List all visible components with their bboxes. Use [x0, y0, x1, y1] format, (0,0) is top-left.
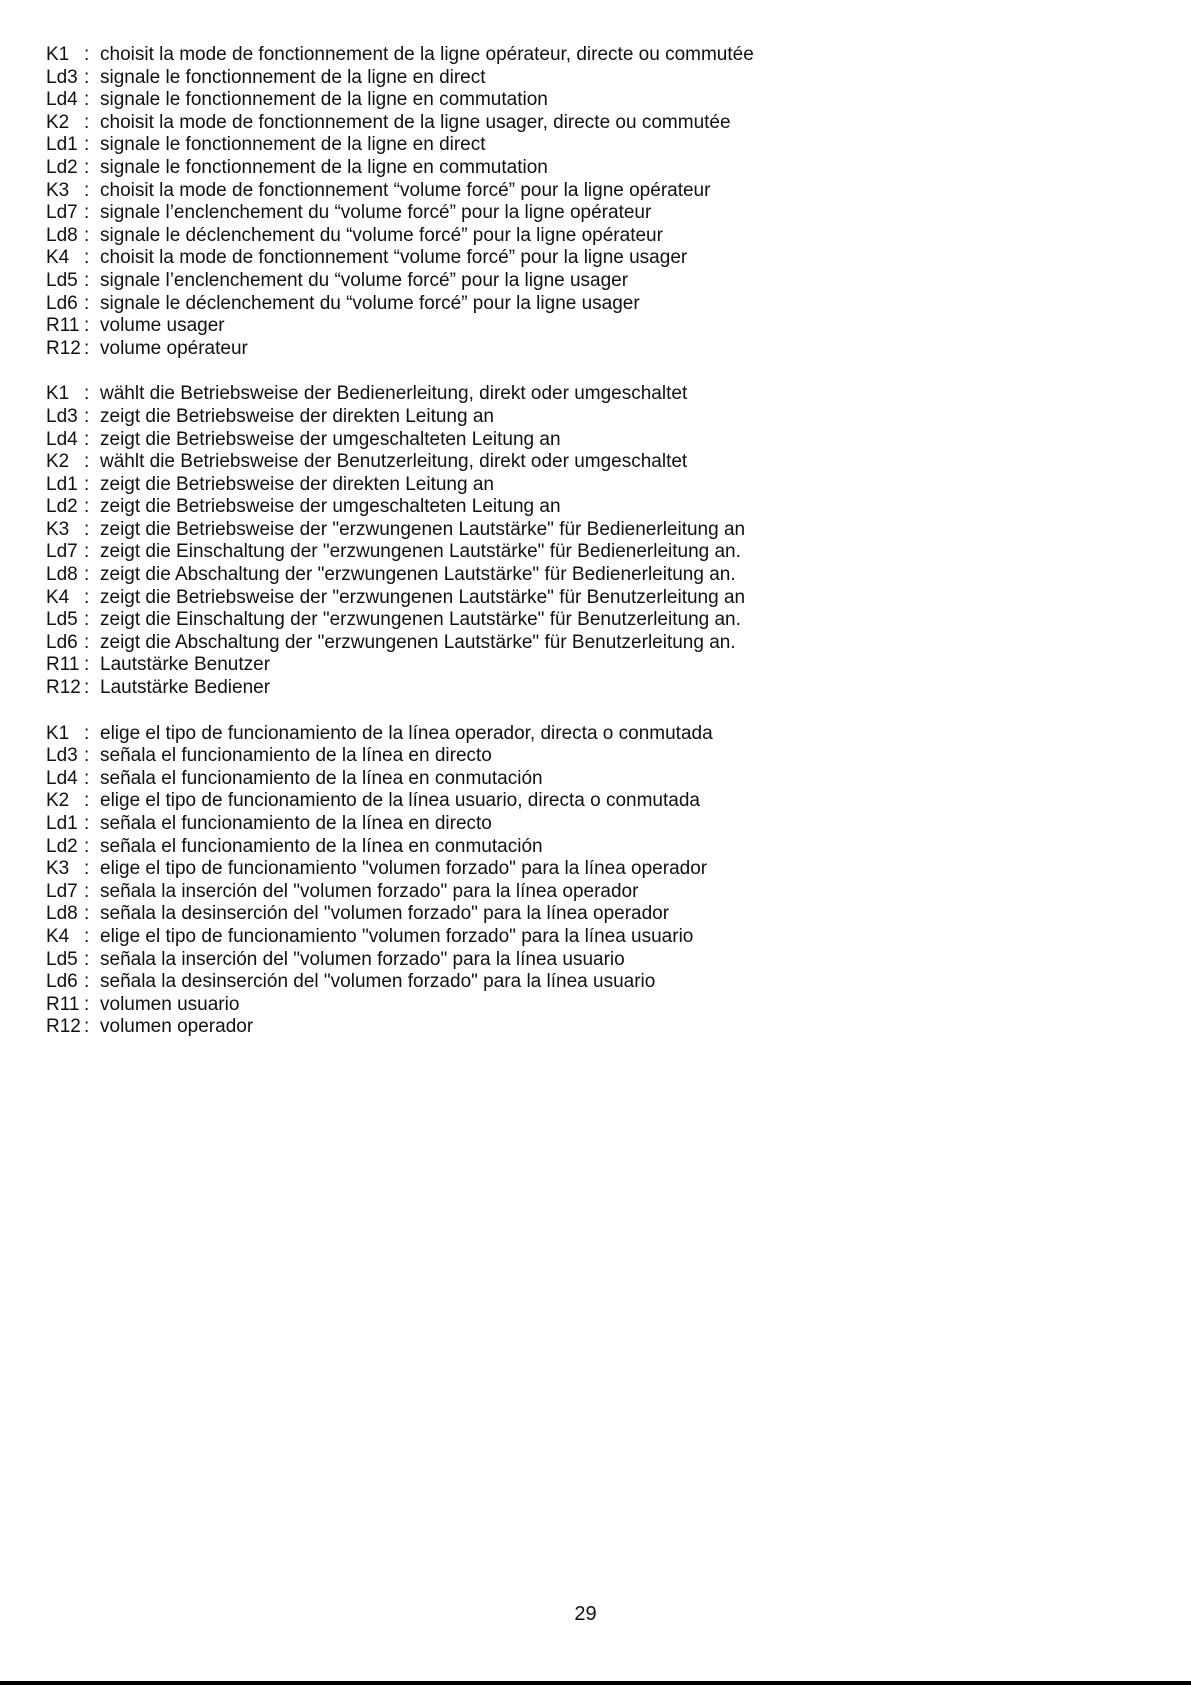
entry-description: signale le fonctionnement de la ligne en commutation — [100, 89, 548, 111]
entry-code: K1 — [46, 383, 70, 405]
entry-separator: : — [84, 586, 90, 608]
entry-separator: : — [84, 790, 90, 812]
entry-code: Ld1 — [46, 473, 78, 495]
entry-code: Ld6 — [46, 971, 78, 993]
entry-code: R11 — [46, 993, 80, 1015]
legend-entry — [46, 519, 1146, 542]
entry-code: Ld2 — [46, 496, 78, 518]
legend-entry — [46, 180, 1146, 203]
entry-code: Ld8 — [46, 903, 78, 925]
entry-code: R11 — [46, 654, 80, 676]
entry-description: volume usager — [100, 315, 225, 337]
legend-entry — [46, 587, 1146, 610]
legend-entry — [46, 654, 1146, 677]
entry-separator: : — [84, 948, 90, 970]
legend-entry — [46, 157, 1146, 180]
legend-entry — [46, 429, 1146, 452]
entry-code: Ld6 — [46, 292, 78, 314]
entry-separator: : — [84, 654, 90, 676]
entry-separator: : — [84, 451, 90, 473]
entry-description: zeigt die Betriebsweise der direkten Leitung an — [100, 405, 494, 427]
entry-separator: : — [84, 903, 90, 925]
entry-separator: : — [84, 66, 90, 88]
entry-description: signale l’enclenchement du “volume forcé” pour la ligne usager — [100, 269, 629, 291]
legend-entry — [46, 202, 1146, 225]
entry-separator: : — [84, 858, 90, 880]
entry-code: K2 — [46, 111, 70, 133]
legend-entry — [46, 858, 1146, 881]
entry-description: signale le déclenchement du “volume forcé” pour la ligne opérateur — [100, 224, 663, 246]
legend-entry — [46, 496, 1146, 519]
legend-entry — [46, 225, 1146, 248]
entry-description: signale le fonctionnement de la ligne en direct — [100, 66, 486, 88]
entry-description: elige el tipo de funcionamiento "volumen forzado" para la línea usuario — [100, 925, 694, 947]
legend-entry — [46, 632, 1146, 655]
legend-entry — [46, 926, 1146, 949]
legend-entry — [46, 971, 1146, 994]
entry-separator: : — [84, 564, 90, 586]
entry-description: choisit la mode de fonctionnement “volume forcé” pour la ligne usager — [100, 247, 688, 269]
legend-entry — [46, 1016, 1146, 1039]
entry-code: Ld1 — [46, 134, 78, 156]
legend-entry — [46, 247, 1146, 270]
entry-code: Ld3 — [46, 66, 78, 88]
entry-separator: : — [84, 631, 90, 653]
legend-entry — [46, 451, 1146, 474]
entry-separator: : — [84, 337, 90, 359]
entry-description: Lautstärke Benutzer — [100, 654, 271, 676]
entry-separator: : — [84, 880, 90, 902]
section-spanish — [46, 723, 1146, 1039]
entry-description: zeigt die Betriebsweise der umgeschalteten Leitung an — [100, 428, 561, 450]
entry-description: zeigt die Einschaltung der "erzwungenen Lautstärke" für Bedienerleitung an. — [100, 541, 741, 563]
entry-separator: : — [84, 767, 90, 789]
legend-entry — [46, 949, 1146, 972]
entry-code: Ld8 — [46, 224, 78, 246]
entry-separator: : — [84, 247, 90, 269]
entry-description: señala el funcionamiento de la línea en conmutación — [100, 835, 543, 857]
entry-description: signale le fonctionnement de la ligne en direct — [100, 134, 486, 156]
entry-description: volumen operador — [100, 1016, 254, 1038]
entry-separator: : — [84, 518, 90, 540]
legend-entry — [46, 134, 1146, 157]
page-number: 29 — [574, 1603, 597, 1625]
entry-code: Ld7 — [46, 541, 78, 563]
entry-code: Ld4 — [46, 89, 78, 111]
section-german — [46, 383, 1146, 699]
entry-separator: : — [84, 473, 90, 495]
entry-code: K3 — [46, 179, 70, 201]
entry-code: Ld7 — [46, 202, 78, 224]
entry-description: zeigt die Einschaltung der "erzwungenen Lautstärke" für Benutzerleitung an. — [100, 609, 741, 631]
legend-entry — [46, 89, 1146, 112]
entry-description: choisit la mode de fonctionnement de la ligne usager, directe ou commutée — [100, 111, 731, 133]
entry-description: señala la desinserción del "volumen forzado" para la línea usuario — [100, 971, 656, 993]
entry-separator: : — [84, 179, 90, 201]
entry-separator: : — [84, 428, 90, 450]
entry-description: señala la desinserción del "volumen forzado" para la línea operador — [100, 903, 670, 925]
legend-entry — [46, 836, 1146, 859]
entry-code: K3 — [46, 858, 70, 880]
entry-separator: : — [84, 1016, 90, 1038]
entry-code: Ld2 — [46, 835, 78, 857]
entry-code: Ld4 — [46, 767, 78, 789]
entry-code: K2 — [46, 790, 70, 812]
entry-description: señala la inserción del "volumen forzado" para la línea operador — [100, 880, 639, 902]
entry-code: Ld4 — [46, 428, 78, 450]
entry-description: elige el tipo de funcionamiento de la línea usuario, directa o conmutada — [100, 790, 700, 812]
entry-description: choisit la mode de fonctionnement de la ligne opérateur, directe ou commutée — [100, 44, 754, 65]
entry-separator: : — [84, 44, 90, 65]
entry-description: volumen usuario — [100, 993, 240, 1015]
entry-separator: : — [84, 134, 90, 156]
legend-entry — [46, 677, 1146, 700]
entry-code: Ld5 — [46, 269, 78, 291]
legend-entry — [46, 338, 1146, 361]
entry-separator: : — [84, 609, 90, 631]
entry-code: K4 — [46, 247, 70, 269]
entry-separator: : — [84, 835, 90, 857]
legend-entry — [46, 112, 1146, 135]
entry-separator: : — [84, 677, 90, 699]
legend-entry — [46, 406, 1146, 429]
legend-entry — [46, 44, 1146, 67]
entry-code: R12 — [46, 677, 81, 699]
entry-code: K4 — [46, 925, 70, 947]
entry-code: Ld5 — [46, 609, 78, 631]
legend-entry — [46, 293, 1146, 316]
entry-description: wählt die Betriebsweise der Benutzerleitung, direkt oder umgeschaltet — [100, 451, 688, 473]
legend-entry — [46, 813, 1146, 836]
entry-description: Lautstärke Bediener — [100, 677, 271, 699]
entry-separator: : — [84, 541, 90, 563]
entry-description: señala la inserción del "volumen forzado" para la línea usuario — [100, 948, 625, 970]
entry-separator: : — [84, 971, 90, 993]
legend-entry — [46, 903, 1146, 926]
entry-code: R12 — [46, 337, 81, 359]
entry-separator: : — [84, 315, 90, 337]
legend-entry — [46, 383, 1146, 406]
legend-entry — [46, 745, 1146, 768]
entry-separator: : — [84, 202, 90, 224]
entry-description: zeigt die Betriebsweise der "erzwungenen Lautstärke" für Bedienerleitung an — [100, 518, 746, 540]
legend-entry — [46, 994, 1146, 1017]
entry-description: señala el funcionamiento de la línea en directo — [100, 813, 492, 834]
entry-code: Ld7 — [46, 880, 78, 902]
entry-separator: : — [84, 111, 90, 133]
entry-code: K4 — [46, 586, 70, 608]
entry-separator: : — [84, 496, 90, 518]
legend-entry — [46, 609, 1146, 632]
entry-code: Ld1 — [46, 813, 78, 834]
legend-entry — [46, 768, 1146, 791]
entry-separator: : — [84, 383, 90, 405]
entry-code: Ld3 — [46, 745, 78, 767]
entry-separator: : — [84, 993, 90, 1015]
legend-sections — [46, 44, 1146, 1062]
legend-entry — [46, 541, 1146, 564]
legend-entry — [46, 881, 1146, 904]
entry-separator: : — [84, 292, 90, 314]
entry-code: K1 — [46, 44, 70, 65]
entry-code: Ld2 — [46, 156, 78, 178]
entry-separator: : — [84, 269, 90, 291]
entry-code: R12 — [46, 1016, 81, 1038]
entry-description: zeigt die Betriebsweise der "erzwungenen Lautstärke" für Benutzerleitung an — [100, 586, 746, 608]
legend-entry — [46, 723, 1146, 746]
legend-entry — [46, 474, 1146, 497]
legend-entry — [46, 564, 1146, 587]
entry-description: elige el tipo de funcionamiento "volumen forzado" para la línea operador — [100, 858, 708, 880]
section-french — [46, 44, 1146, 360]
entry-description: zeigt die Betriebsweise der umgeschalteten Leitung an — [100, 496, 561, 518]
entry-code: Ld6 — [46, 631, 78, 653]
bottom-border — [0, 1681, 1191, 1685]
entry-code: K1 — [46, 722, 70, 744]
entry-separator: : — [84, 745, 90, 767]
legend-entry — [46, 270, 1146, 293]
entry-separator: : — [84, 224, 90, 246]
entry-separator: : — [84, 156, 90, 178]
entry-code: Ld3 — [46, 405, 78, 427]
legend-entry — [46, 67, 1146, 90]
entry-description: señala el funcionamiento de la línea en conmutación — [100, 767, 543, 789]
entry-description: zeigt die Betriebsweise der direkten Leitung an — [100, 473, 494, 495]
entry-separator: : — [84, 405, 90, 427]
entry-description: wählt die Betriebsweise der Bedienerleitung, direkt oder umgeschaltet — [100, 383, 688, 405]
entry-description: signale l’enclenchement du “volume forcé” pour la ligne opérateur — [100, 202, 652, 224]
entry-description: zeigt die Abschaltung der "erzwungenen Lautstärke" für Benutzerleitung an. — [100, 631, 736, 653]
entry-description: señala el funcionamiento de la línea en directo — [100, 745, 492, 767]
entry-description: signale le déclenchement du “volume forcé” pour la ligne usager — [100, 292, 640, 314]
entry-description: signale le fonctionnement de la ligne en commutation — [100, 156, 548, 178]
entry-code: K3 — [46, 518, 70, 540]
entry-description: elige el tipo de funcionamiento de la línea operador, directa o conmutada — [100, 722, 713, 744]
entry-code: K2 — [46, 451, 70, 473]
legend-entry — [46, 315, 1146, 338]
entry-separator: : — [84, 813, 90, 834]
entry-code: Ld5 — [46, 948, 78, 970]
entry-separator: : — [84, 925, 90, 947]
legend-entry — [46, 790, 1146, 813]
entry-code: Ld8 — [46, 564, 78, 586]
entry-separator: : — [84, 89, 90, 111]
entry-separator: : — [84, 722, 90, 744]
entry-description: zeigt die Abschaltung der "erzwungenen Lautstärke" für Bedienerleitung an. — [100, 564, 736, 586]
entry-description: choisit la mode de fonctionnement “volume forcé” pour la ligne opérateur — [100, 179, 711, 201]
entry-description: volume opérateur — [100, 337, 248, 359]
entry-code: R11 — [46, 315, 80, 337]
